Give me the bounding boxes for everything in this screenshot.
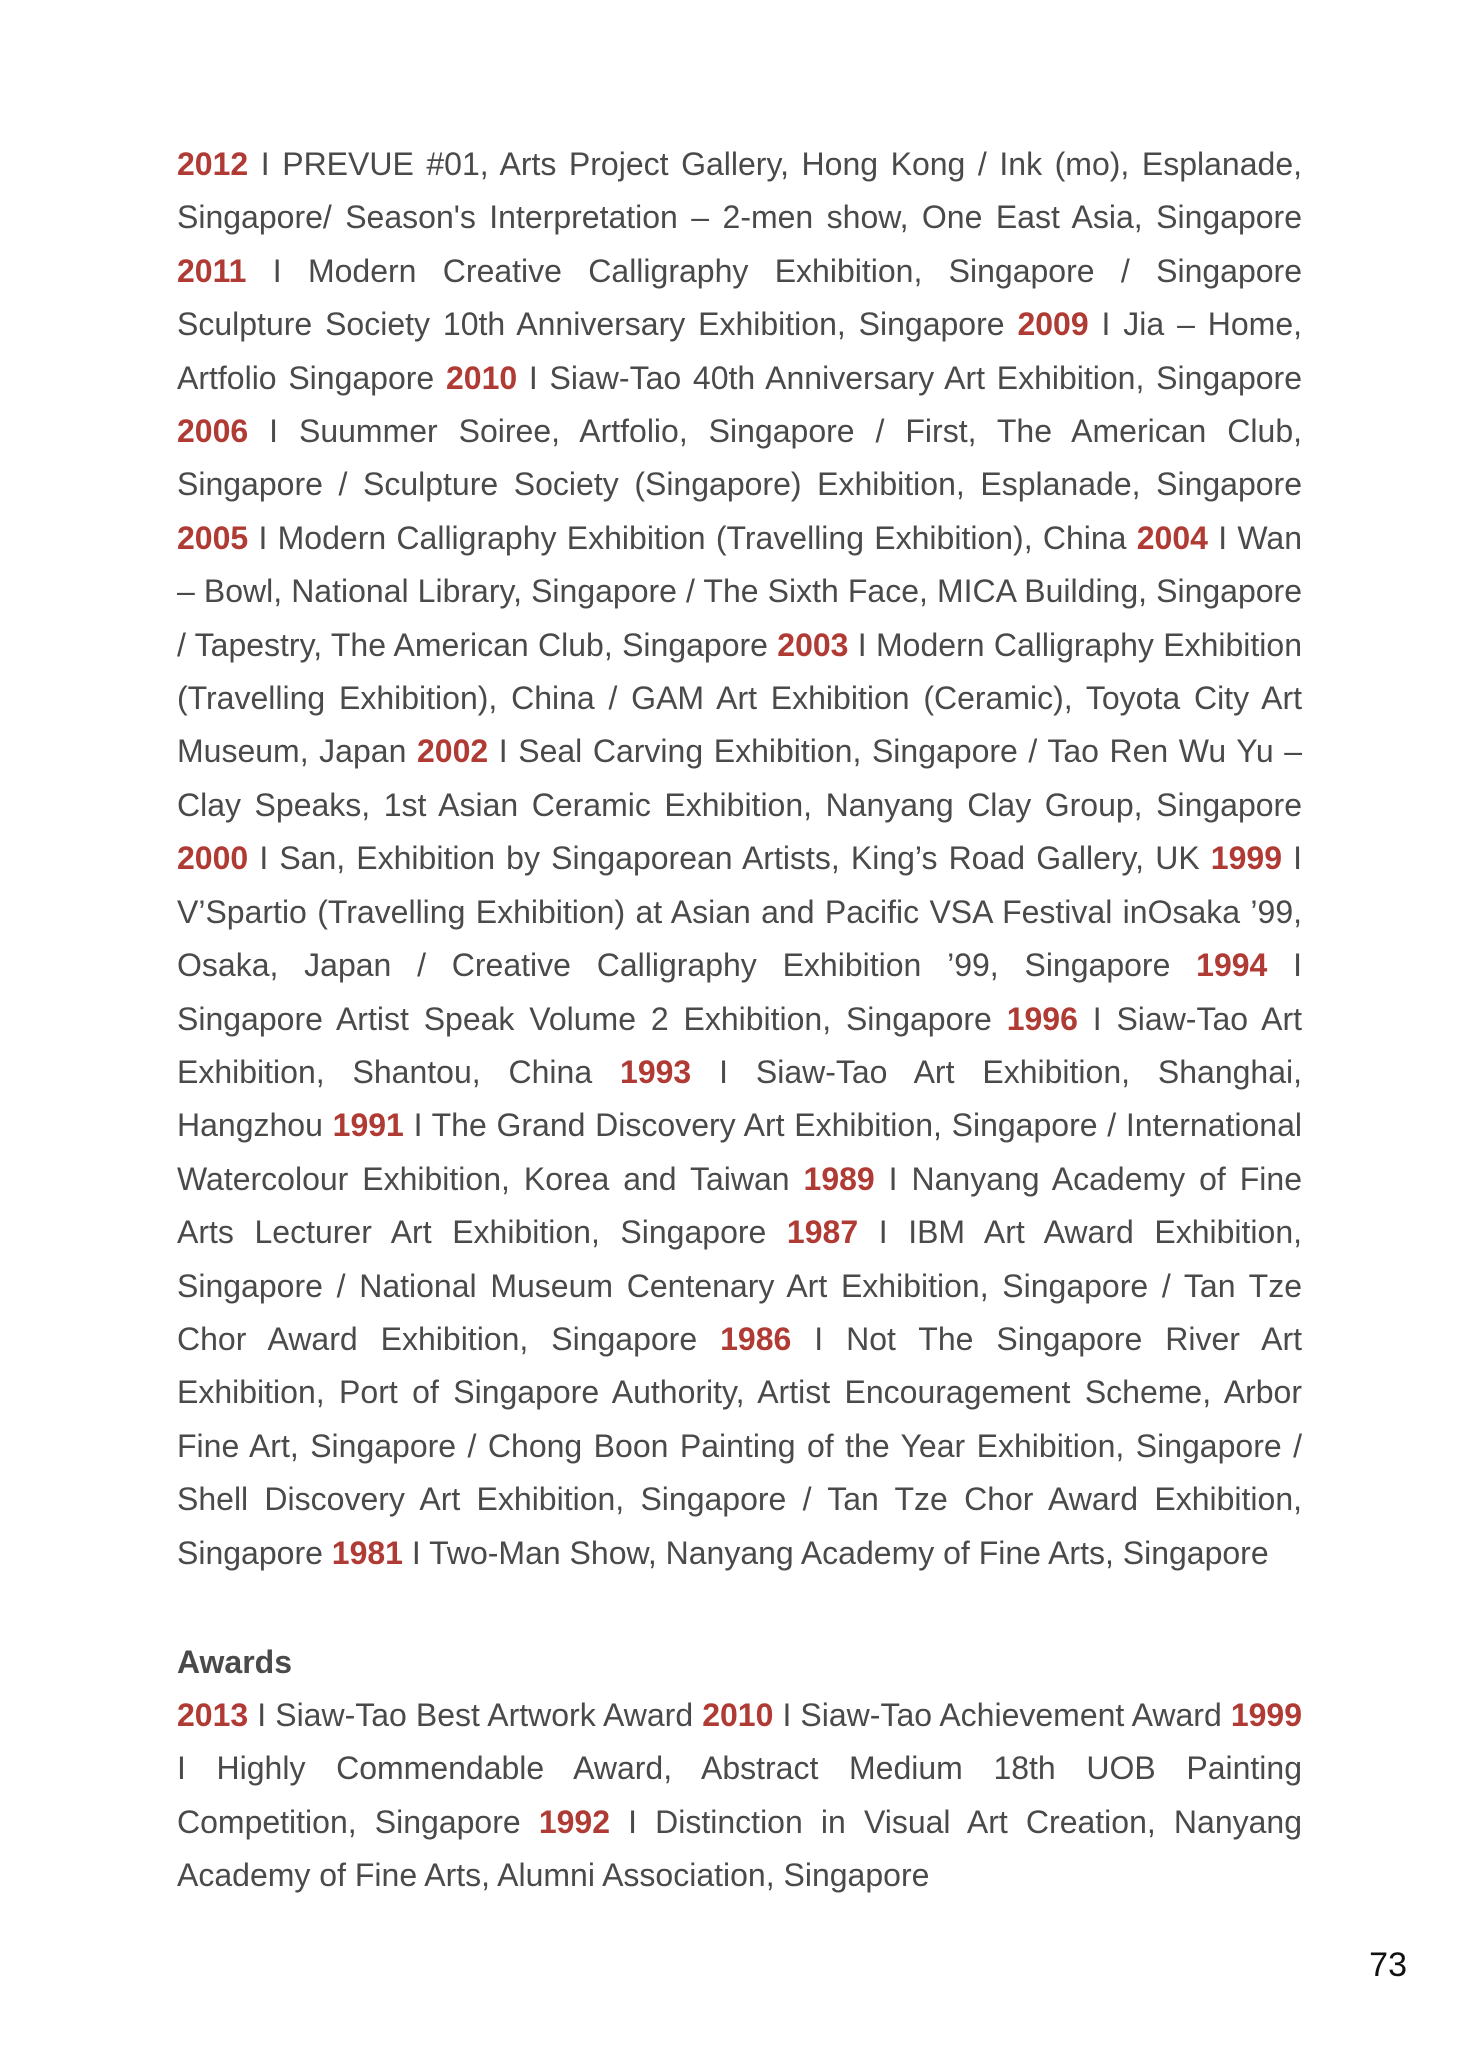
year-label: 2009	[1017, 306, 1089, 343]
year-label: 2004	[1136, 519, 1208, 556]
entry-text: I Modern Calligraphy Exhibition (Travelling Exhibition), China	[248, 519, 1137, 556]
entry-text: I Nanyang Academy of Fine Arts Lecturer Art Exhibition, Singapore	[177, 1160, 1302, 1251]
year-label: 1986	[720, 1320, 792, 1357]
year-label: 1987	[786, 1214, 859, 1251]
year-label: 2006	[177, 413, 249, 450]
year-label: 2010	[445, 359, 518, 396]
year-label: 1996	[1006, 1000, 1078, 1037]
entry-text: I Siaw-Tao Best Artwork Award	[248, 1696, 703, 1733]
year-label: 1992	[538, 1803, 610, 1840]
entry-text: I Not The Singapore River Art Exhibition, Port of Singapore Authority, Artist Encouragement Scheme, Arbor Fine Art, Singapore / Chong Boon Painting of the Year Exhibition, Singapore / Shell Discovery Art Exhibition, Singapore / Tan Tze Chor Award Exhibition, Singapore	[177, 1320, 1303, 1571]
entry-text: I Two-Man Show, Nanyang Academy of Fine Arts, Singapore	[402, 1534, 1269, 1571]
year-label: 2005	[177, 519, 249, 556]
year-label: 1981	[331, 1534, 403, 1571]
year-label: 2013	[177, 1696, 249, 1733]
page-number: 73	[1369, 1946, 1407, 1984]
entry-text: I IBM Art Award Exhibition, Singapore / National Museum Centenary Art Exhibition, Singapore / Tan Tze Chor Award Exhibition, Singapore	[177, 1214, 1303, 1357]
year-label: 2002	[416, 733, 489, 770]
entry-text: I San, Exhibition by Singaporean Artists, King’s Road Gallery, UK	[248, 840, 1211, 877]
entry-text: I Siaw-Tao Art Exhibition, Shantou, China	[177, 1000, 1303, 1090]
entry-text: I PREVUE #01, Arts Project Gallery, Hong Kong / Ink (mo), Esplanade, Singapore/ Season's Interpretation – 2-men show, One East Asia, Singapore	[177, 146, 1302, 236]
awards-heading: Awards	[177, 1643, 293, 1680]
entry-text: I Wan – Bowl, National Library, Singapore / The Sixth Face, MICA Building, Singapore / Tapestry, The American Club, Singapore	[177, 519, 1302, 663]
year-label: 2012	[177, 146, 249, 182]
entry-text: I Jia – Home, Artfolio Singapore	[177, 306, 1303, 396]
entry-text: I Modern Calligraphy Exhibition (Travelling Exhibition), China / GAM Art Exhibition (Ceramic), Toyota City Art Museum, Japan	[177, 626, 1302, 770]
entry-text: I Siaw-Tao Art Exhibition, Shanghai, Hangzhou	[177, 1053, 1303, 1144]
year-label: 2003	[777, 626, 849, 663]
entry-text: I The Grand Discovery Art Exhibition, Singapore / International Watercolour Exhibition, Korea and Taiwan	[177, 1107, 1303, 1197]
exhibitions-paragraph	[177, 138, 1302, 1580]
year-label: 1989	[803, 1160, 875, 1197]
year-label: 1993	[620, 1053, 692, 1090]
year-label: 1991	[332, 1107, 404, 1144]
entry-text: I Suummer Soiree, Artfolio, Singapore / First, The American Club, Singapore / Sculpture Society (Singapore) Exhibition, Esplanade, Singapore	[177, 413, 1302, 503]
entry-text: I Seal Carving Exhibition, Singapore / Tao Ren Wu Yu – Clay Speaks, 1st Asian Ceramic Exhibition, Nanyang Clay Group, Singapore	[177, 733, 1303, 823]
entry-text: I Modern Creative Calligraphy Exhibition, Singapore / Singapore Sculpture Society 10th Anniversary Exhibition, Singapore	[177, 252, 1302, 343]
entry-text: I Siaw-Tao 40th Anniversary Art Exhibition, Singapore	[517, 359, 1303, 396]
entry-text: I Highly Commendable Award, Abstract Medium 18th UOB Painting Competition, Singapore	[177, 1750, 1302, 1840]
entry-text: I Siaw-Tao Achievement Award	[773, 1696, 1231, 1733]
year-label: 2000	[177, 840, 249, 877]
entry-text: I V’Spartio (Travelling Exhibition) at Asian and Pacific VSA Festival inOsaka ’99, Osaka, Japan / Creative Calligraphy Exhibition ’99, Singapore	[177, 840, 1303, 984]
entry-text: I Singapore Artist Speak Volume 2 Exhibition, Singapore	[177, 947, 1303, 1037]
awards-paragraph	[177, 1689, 1302, 1903]
page-content	[177, 138, 1302, 1903]
year-label: 1999	[1230, 1696, 1303, 1733]
year-label: 2011	[177, 252, 247, 289]
year-label: 1994	[1196, 947, 1268, 984]
entry-text: I Distinction in Visual Art Creation, Nanyang Academy of Fine Arts, Alumni Association, Singapore	[177, 1803, 1303, 1894]
year-label: 1999	[1210, 840, 1282, 877]
year-label: 2010	[702, 1696, 774, 1733]
